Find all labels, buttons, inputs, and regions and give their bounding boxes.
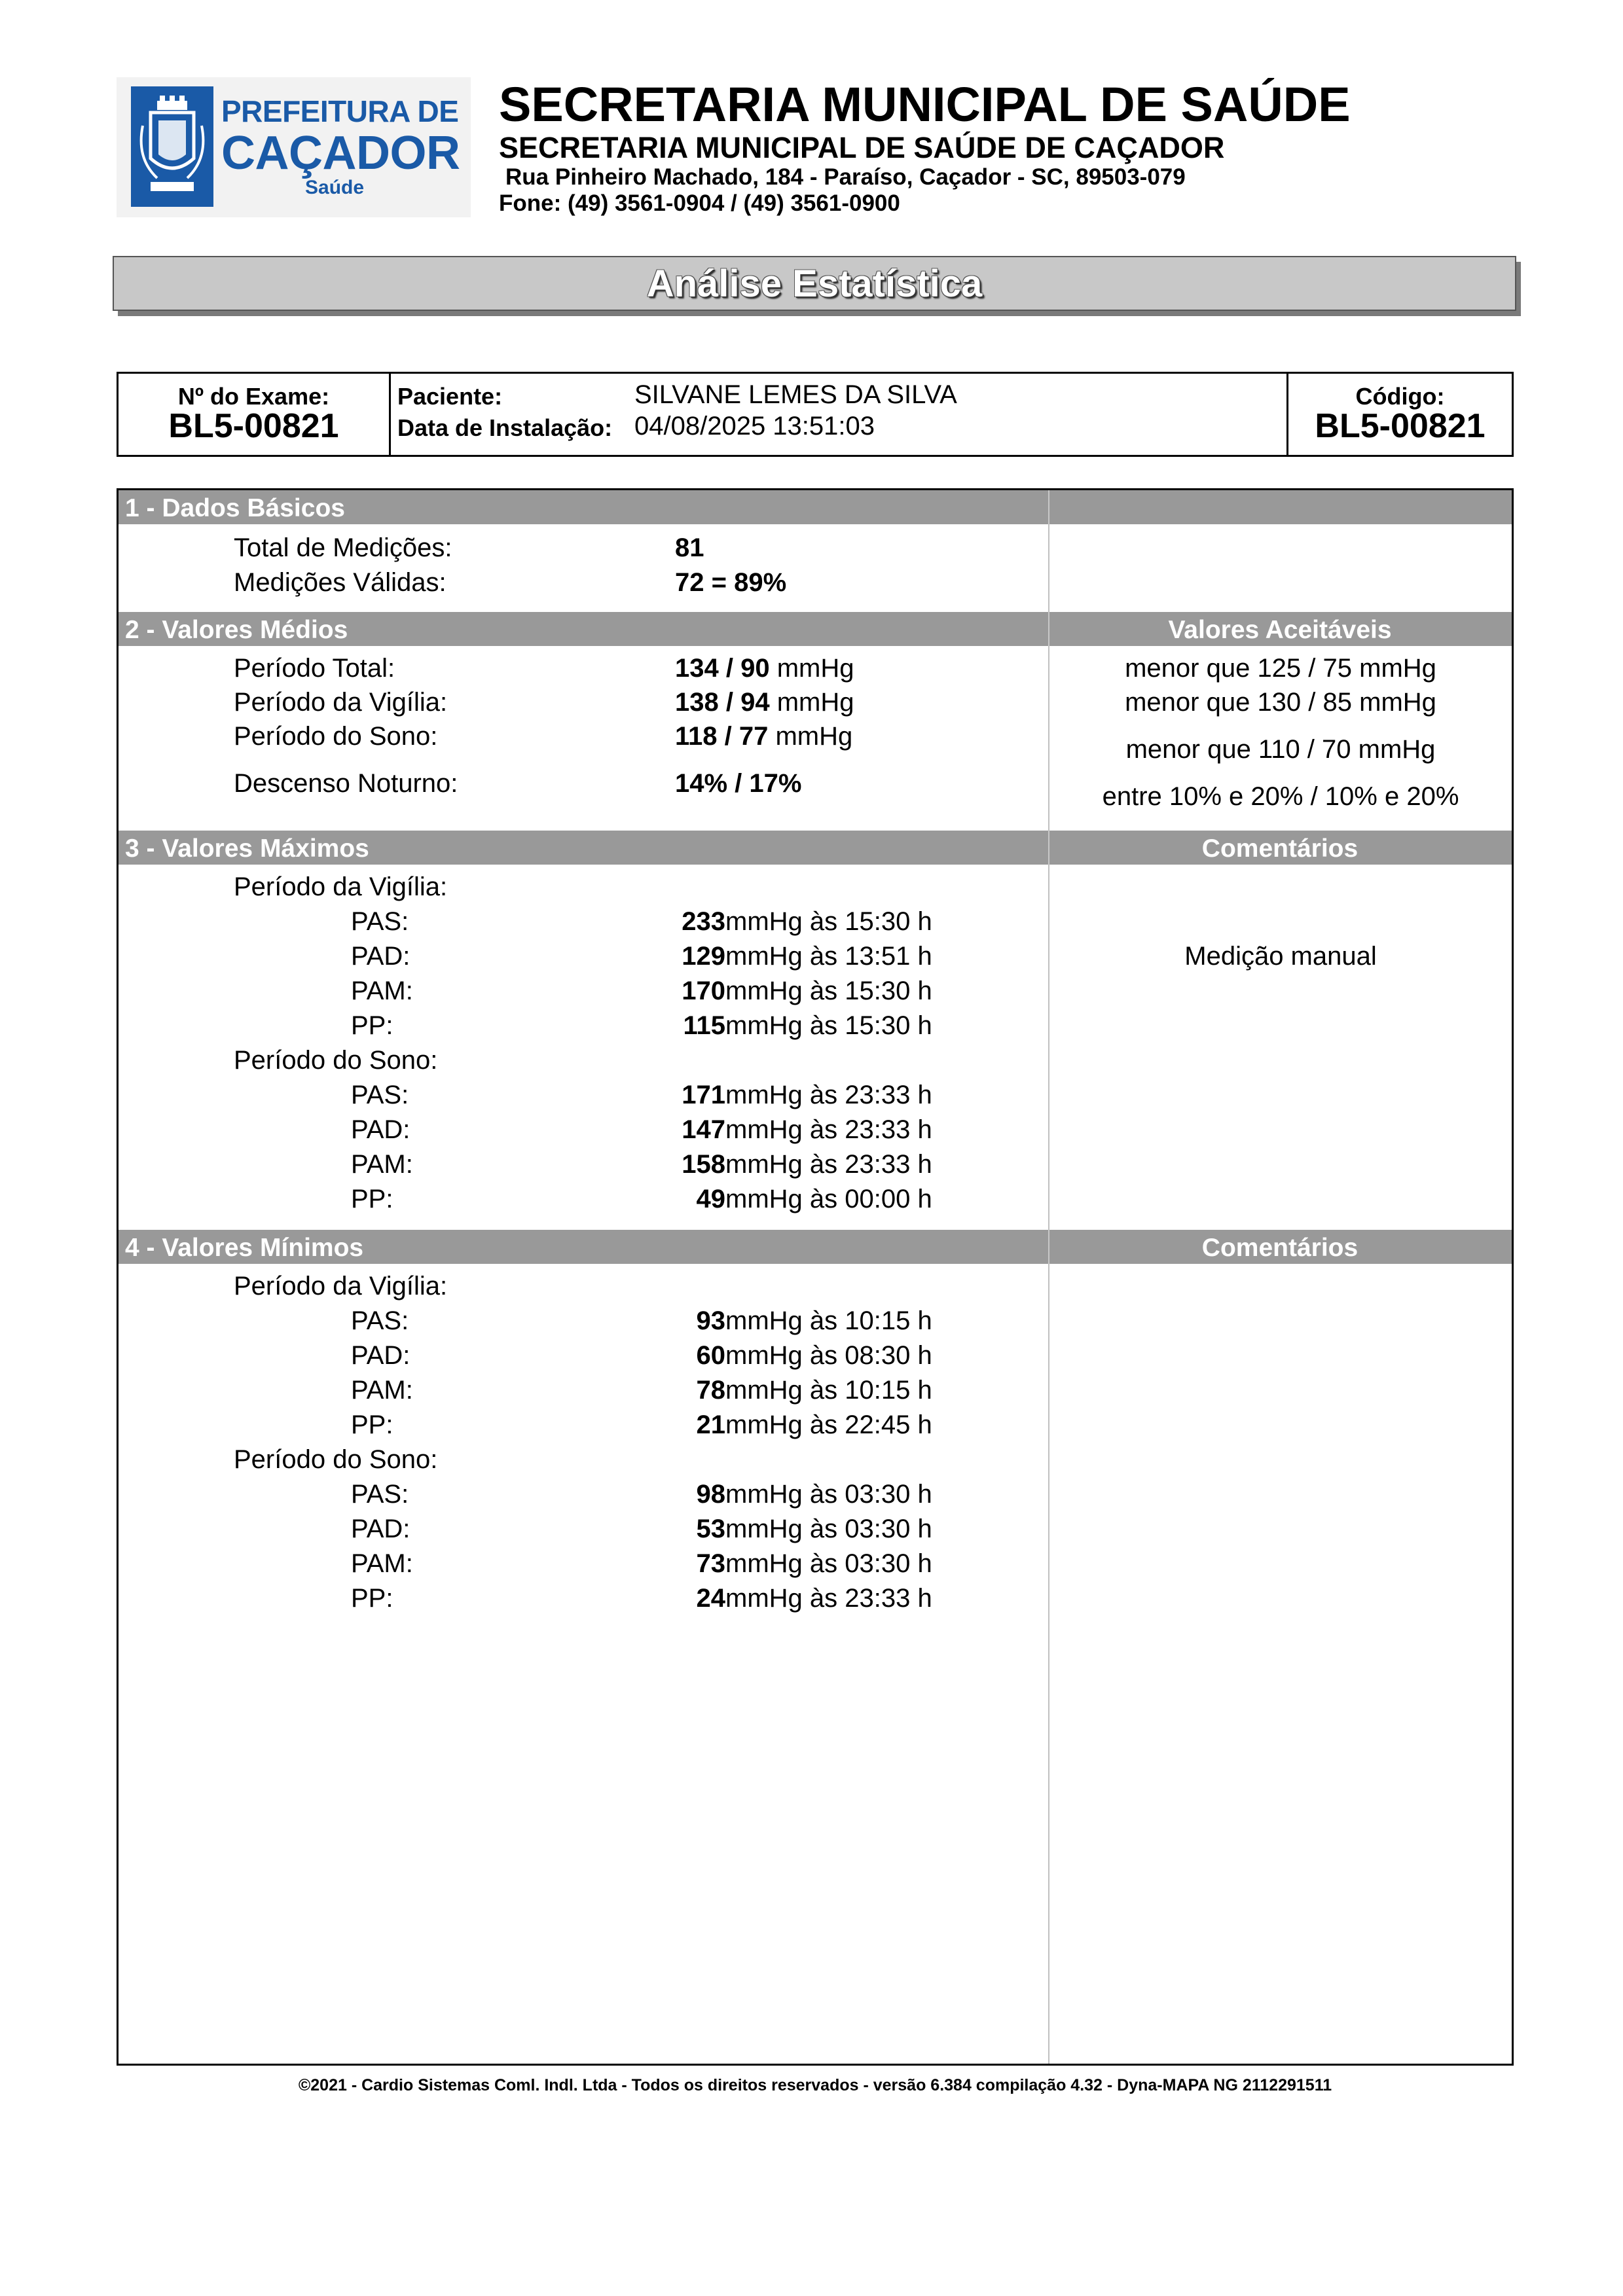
mean-label: Período da Vigília:	[234, 688, 448, 717]
exam-number-label: Nº do Exame:	[177, 383, 330, 410]
section-header-max-values	[119, 831, 1512, 865]
metric-label: PAD:	[351, 1341, 410, 1370]
metric-label: PAD:	[351, 942, 410, 971]
install-date-value: 04/08/2025 13:51:03	[634, 412, 875, 440]
metric-label: PAD:	[351, 1515, 410, 1543]
exam-info-box	[117, 372, 1514, 457]
mean-label: Período Total:	[234, 654, 395, 683]
report-banner	[113, 256, 1516, 311]
phone: Fone: (49) 3561-0904 / (49) 3561-0900	[499, 190, 900, 216]
valid-measurements-label: Medições Válidas:	[234, 568, 447, 597]
metric-value: 73	[696, 1549, 725, 1578]
metric-time: mmHg às 23:33 h	[725, 1584, 932, 1613]
metric-label: PAS:	[351, 1480, 409, 1509]
logo-line-3: Saúde	[305, 177, 365, 198]
metric-time: mmHg às 03:30 h	[725, 1515, 932, 1543]
valid-measurements-value: 72 = 89%	[675, 568, 787, 597]
metric-time: mmHg às 00:00 h	[725, 1185, 932, 1213]
period-label: Período do Sono:	[234, 1046, 438, 1075]
metric-time: mmHg às 03:30 h	[725, 1480, 932, 1509]
install-date-label: Data de Instalação:	[397, 414, 613, 441]
metric-value: 60	[696, 1341, 725, 1370]
metric-label: PAD:	[351, 1115, 410, 1144]
metric-value: 49	[696, 1185, 725, 1213]
address: Rua Pinheiro Machado, 184 - Paraíso, Caçador - SC, 89503-079	[505, 164, 1186, 190]
metric-value: 93	[696, 1306, 725, 1335]
metric-label: PP:	[351, 1185, 393, 1213]
acceptable-value: menor que 125 / 75 mmHg	[1125, 654, 1436, 683]
code-label: Código:	[1355, 383, 1445, 410]
metric-value: 98	[696, 1480, 725, 1509]
metric-label: PAS:	[351, 1081, 409, 1109]
exam-number-value: BL5-00821	[168, 407, 339, 445]
logo-line-1: PREFEITURA DE	[221, 94, 459, 128]
section-title: 1 - Dados Básicos	[125, 494, 345, 522]
patient-label: Paciente:	[397, 383, 503, 410]
period-label: Período da Vigília:	[234, 1272, 448, 1300]
metric-time: mmHg às 13:51 h	[725, 942, 932, 971]
total-measurements-label: Total de Medições:	[234, 533, 452, 562]
metric-time: mmHg às 15:30 h	[725, 977, 932, 1005]
section-right-title: Valores Aceitáveis	[1168, 616, 1392, 644]
metric-value: 170	[682, 977, 725, 1005]
page-subtitle: SECRETARIA MUNICIPAL DE SAÚDE DE CAÇADOR	[499, 131, 1225, 164]
report-title: Análise Estatística	[646, 262, 983, 305]
logo	[117, 77, 471, 217]
metric-time: mmHg às 10:15 h	[725, 1306, 932, 1335]
metric-value: 158	[682, 1150, 725, 1179]
section-header-min-values	[119, 1230, 1512, 1264]
total-measurements-value: 81	[675, 533, 704, 562]
coat-of-arms-icon	[131, 86, 213, 207]
metric-value: 21	[696, 1410, 725, 1439]
metric-label: PAS:	[351, 907, 409, 936]
metric-label: PAS:	[351, 1306, 409, 1335]
metric-label: PAM:	[351, 1150, 413, 1179]
metric-value: 147	[682, 1115, 725, 1144]
metric-label: PAM:	[351, 977, 413, 1005]
metric-value: 53	[696, 1515, 725, 1543]
metric-label: PP:	[351, 1410, 393, 1439]
metric-label: PAM:	[351, 1376, 413, 1405]
column-divider	[1048, 490, 1049, 2064]
mean-value: 118 / 77 mmHg	[675, 722, 853, 751]
metric-label: PP:	[351, 1011, 393, 1040]
metric-time: mmHg às 15:30 h	[725, 1011, 932, 1040]
divider	[389, 374, 391, 455]
section-header-mean-values	[119, 612, 1512, 646]
metric-time: mmHg às 10:15 h	[725, 1376, 932, 1405]
metric-value: 233	[682, 907, 725, 936]
section-header-basic-data	[119, 490, 1512, 524]
metric-time: mmHg às 23:33 h	[725, 1081, 932, 1109]
section-title: 3 - Valores Máximos	[125, 834, 369, 863]
metric-time: mmHg às 08:30 h	[725, 1341, 932, 1370]
patient-name: SILVANE LEMES DA SILVA	[634, 380, 957, 409]
section-title: 2 - Valores Médios	[125, 616, 348, 644]
comment: Medição manual	[1184, 942, 1377, 971]
nocturnal-dip-label: Descenso Noturno:	[234, 769, 458, 798]
statistics-table	[117, 488, 1514, 2066]
logo-line-2: CAÇADOR	[221, 127, 460, 179]
period-label: Período da Vigília:	[234, 872, 448, 901]
metric-time: mmHg às 15:30 h	[725, 907, 932, 936]
period-label: Período do Sono:	[234, 1445, 438, 1474]
page-title: SECRETARIA MUNICIPAL DE SAÚDE	[499, 77, 1351, 132]
metric-value: 24	[696, 1584, 725, 1613]
metric-value: 115	[683, 1011, 725, 1040]
acceptable-value: entre 10% e 20% / 10% e 20%	[1102, 782, 1459, 811]
section-title: 4 - Valores Mínimos	[125, 1234, 364, 1262]
mean-value: 134 / 90 mmHg	[675, 654, 854, 683]
metric-label: PAM:	[351, 1549, 413, 1578]
metric-time: mmHg às 03:30 h	[725, 1549, 932, 1578]
section-right-title: Comentários	[1201, 1234, 1359, 1262]
metric-time: mmHg às 23:33 h	[725, 1150, 932, 1179]
footer-copyright: ©2021 - Cardio Sistemas Coml. Indl. Ltda - Todos os direitos reservados - versão 6.384 compilação 4.32 - Dyna-MAPA NG 2112291511	[298, 2076, 1332, 2094]
mean-value: 138 / 94 mmHg	[675, 688, 854, 717]
section-right-title: Comentários	[1201, 834, 1359, 863]
metric-label: PP:	[351, 1584, 393, 1613]
mean-label: Período do Sono:	[234, 722, 438, 751]
metric-value: 78	[696, 1376, 725, 1405]
metric-time: mmHg às 23:33 h	[725, 1115, 932, 1144]
acceptable-value: menor que 130 / 85 mmHg	[1125, 688, 1436, 717]
metric-time: mmHg às 22:45 h	[725, 1410, 932, 1439]
metric-value: 129	[682, 942, 725, 971]
nocturnal-dip-value: 14% / 17%	[675, 769, 802, 798]
acceptable-value: menor que 110 / 70 mmHg	[1125, 735, 1436, 764]
metric-value: 171	[682, 1081, 725, 1109]
code-value: BL5-00821	[1315, 407, 1486, 445]
